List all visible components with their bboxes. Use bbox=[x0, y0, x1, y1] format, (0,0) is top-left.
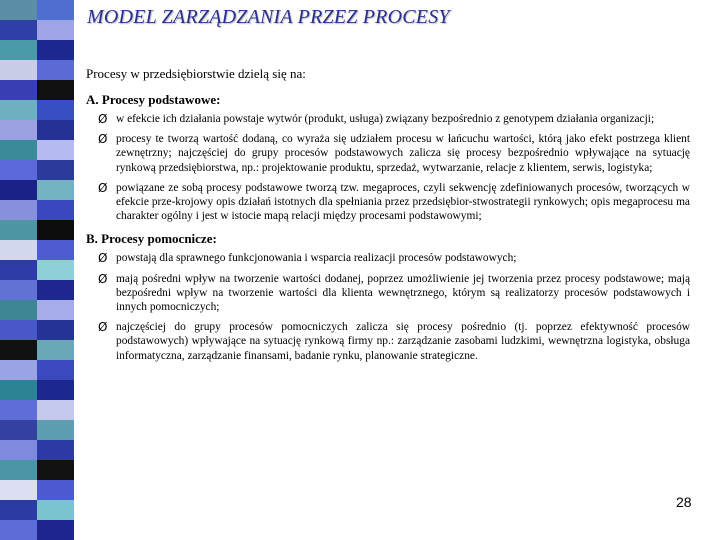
stripe-row bbox=[0, 120, 74, 140]
stripe-block bbox=[37, 20, 74, 40]
stripe-block bbox=[37, 180, 74, 200]
stripe-row bbox=[0, 40, 74, 60]
stripe-block bbox=[0, 220, 37, 240]
stripe-row bbox=[0, 280, 74, 300]
stripe-block bbox=[37, 120, 74, 140]
stripe-row bbox=[0, 520, 74, 540]
arrow-bullet-icon: Ø bbox=[98, 112, 108, 126]
section-heading: A. Procesy podstawowe: bbox=[86, 92, 221, 107]
stripe-row bbox=[0, 500, 74, 520]
stripe-block bbox=[37, 440, 74, 460]
stripe-block bbox=[37, 0, 74, 20]
stripe-block bbox=[0, 320, 37, 340]
intro-text: Procesy w przedsiębiorstwie dzielą się na: bbox=[86, 66, 306, 81]
stripe-block bbox=[37, 240, 74, 260]
stripe-block bbox=[37, 380, 74, 400]
stripe-block bbox=[37, 320, 74, 340]
arrow-bullet-icon: Ø bbox=[98, 180, 108, 195]
stripe-row bbox=[0, 440, 74, 460]
stripe-row bbox=[0, 240, 74, 260]
section-heading: B. Procesy pomocnicze: bbox=[86, 231, 217, 247]
stripe-block bbox=[0, 20, 37, 40]
stripe-block bbox=[0, 120, 37, 140]
stripe-block bbox=[37, 220, 74, 240]
stripe-row bbox=[0, 140, 74, 160]
stripe-block bbox=[37, 360, 74, 380]
stripe-block bbox=[37, 460, 74, 480]
stripe-block bbox=[0, 380, 37, 400]
stripe-block bbox=[0, 40, 37, 60]
decorative-stripe bbox=[0, 0, 74, 540]
stripe-block bbox=[37, 280, 74, 300]
page-number: 28 bbox=[676, 494, 692, 510]
list-item: Ø mają pośredni wpływ na tworzenie wartości dodanej, poprzez umożliwienie jej tworzenia przez procesy podstawowe; mają bezpośredni wpływ na tworzenie wartości dla klienta wewnętrznego, którym są realizatorzy procesów podstawowych i innych pomocniczych; bbox=[98, 271, 690, 314]
arrow-bullet-icon: Ø bbox=[98, 320, 108, 335]
list-item: Ø procesy te tworzą wartość dodaną, co wyraża się udziałem procesu w łańcuchu wartości, którą jako efekt postrzega klient zewnętrzny; najczęściej do grupy procesów podstawowych zalicza się procesy bezpośrednio wpływające na sytuację rynkową przedsiębiorstwa, np.: projektowanie produktu, sprzedaż, wytwarzanie, relacje z klientem, serwis, logistyka; bbox=[98, 132, 690, 174]
stripe-row bbox=[0, 80, 74, 100]
stripe-block bbox=[0, 520, 37, 540]
stripe-block bbox=[37, 200, 74, 220]
stripe-row bbox=[0, 320, 74, 340]
slide-content bbox=[86, 66, 690, 371]
arrow-bullet-icon: Ø bbox=[98, 271, 108, 286]
arrow-bullet-icon: Ø bbox=[98, 251, 108, 266]
list-item: Ø powstają dla sprawnego funkcjonowania i wsparcia realizacji procesów podstawowych; bbox=[98, 251, 517, 266]
stripe-block bbox=[37, 300, 74, 320]
stripe-block bbox=[37, 100, 74, 120]
slide-title: MODEL ZARZĄDZANIA PRZEZ PROCESY bbox=[87, 6, 450, 28]
stripe-block bbox=[37, 400, 74, 420]
stripe-block bbox=[0, 260, 37, 280]
stripe-block bbox=[37, 260, 74, 280]
stripe-block bbox=[0, 180, 37, 200]
section-b bbox=[86, 231, 690, 362]
stripe-row bbox=[0, 380, 74, 400]
bullet-list bbox=[86, 112, 690, 223]
stripe-block bbox=[0, 80, 37, 100]
stripe-block bbox=[0, 440, 37, 460]
arrow-bullet-icon: Ø bbox=[98, 132, 108, 147]
stripe-block bbox=[37, 40, 74, 60]
stripe-row bbox=[0, 220, 74, 240]
stripe-block bbox=[0, 420, 37, 440]
stripe-block bbox=[0, 360, 37, 380]
stripe-block bbox=[0, 460, 37, 480]
stripe-row bbox=[0, 480, 74, 500]
stripe-row bbox=[0, 180, 74, 200]
stripe-block bbox=[0, 60, 37, 80]
stripe-block bbox=[0, 160, 37, 180]
stripe-row bbox=[0, 460, 74, 480]
stripe-row bbox=[0, 360, 74, 380]
stripe-block bbox=[37, 340, 74, 360]
stripe-row bbox=[0, 60, 74, 80]
stripe-block bbox=[0, 400, 37, 420]
section-a bbox=[86, 92, 690, 223]
stripe-row bbox=[0, 340, 74, 360]
stripe-row bbox=[0, 20, 74, 40]
stripe-row bbox=[0, 420, 74, 440]
stripe-block bbox=[37, 160, 74, 180]
stripe-block bbox=[37, 480, 74, 500]
stripe-row bbox=[0, 200, 74, 220]
stripe-block bbox=[37, 80, 74, 100]
stripe-block bbox=[0, 300, 37, 320]
stripe-block bbox=[0, 0, 37, 20]
stripe-block bbox=[37, 520, 74, 540]
stripe-block bbox=[0, 480, 37, 500]
stripe-block bbox=[0, 280, 37, 300]
stripe-block bbox=[0, 140, 37, 160]
list-item: Ø w efekcie ich działania powstaje wytwór (produkt, usługa) związany bezpośrednio z genotypem działania organizacji; bbox=[98, 112, 655, 126]
stripe-row bbox=[0, 300, 74, 320]
stripe-row bbox=[0, 100, 74, 120]
stripe-block bbox=[37, 60, 74, 80]
stripe-block bbox=[0, 240, 37, 260]
stripe-block bbox=[0, 500, 37, 520]
stripe-block bbox=[37, 140, 74, 160]
stripe-row bbox=[0, 0, 74, 20]
stripe-row bbox=[0, 160, 74, 180]
stripe-block bbox=[0, 200, 37, 220]
stripe-block bbox=[37, 500, 74, 520]
stripe-block bbox=[0, 100, 37, 120]
stripe-block bbox=[0, 340, 37, 360]
list-item: Ø powiązane ze sobą procesy podstawowe tworzą tzw. megaproces, czyli sekwencję zdefiniowanych procesów, tworzących w efekcie prze-krojowy opis działań istotnych dla spełniania przez przedsiębior-stwostrategii rynkowych; opis megaprocesu ma charakter ogólny i jest w istocie mapą relacji między procesami podstawowymi; bbox=[98, 180, 690, 223]
bullet-list bbox=[86, 251, 690, 362]
stripe-row bbox=[0, 400, 74, 420]
stripe-row bbox=[0, 260, 74, 280]
stripe-block bbox=[37, 420, 74, 440]
list-item: Ø najczęściej do grupy procesów pomocniczych zalicza się procesy pośrednio (tj. poprzez efektywność procesów podstawowych) wpływające na sytuację rynkową firmy np.: zarządzanie zasobami ludzkimi, wewnętrzna logistyka, obsługa informatyczna, zarządzanie finansami, badanie rynku, planowanie strategiczne. bbox=[98, 320, 690, 362]
